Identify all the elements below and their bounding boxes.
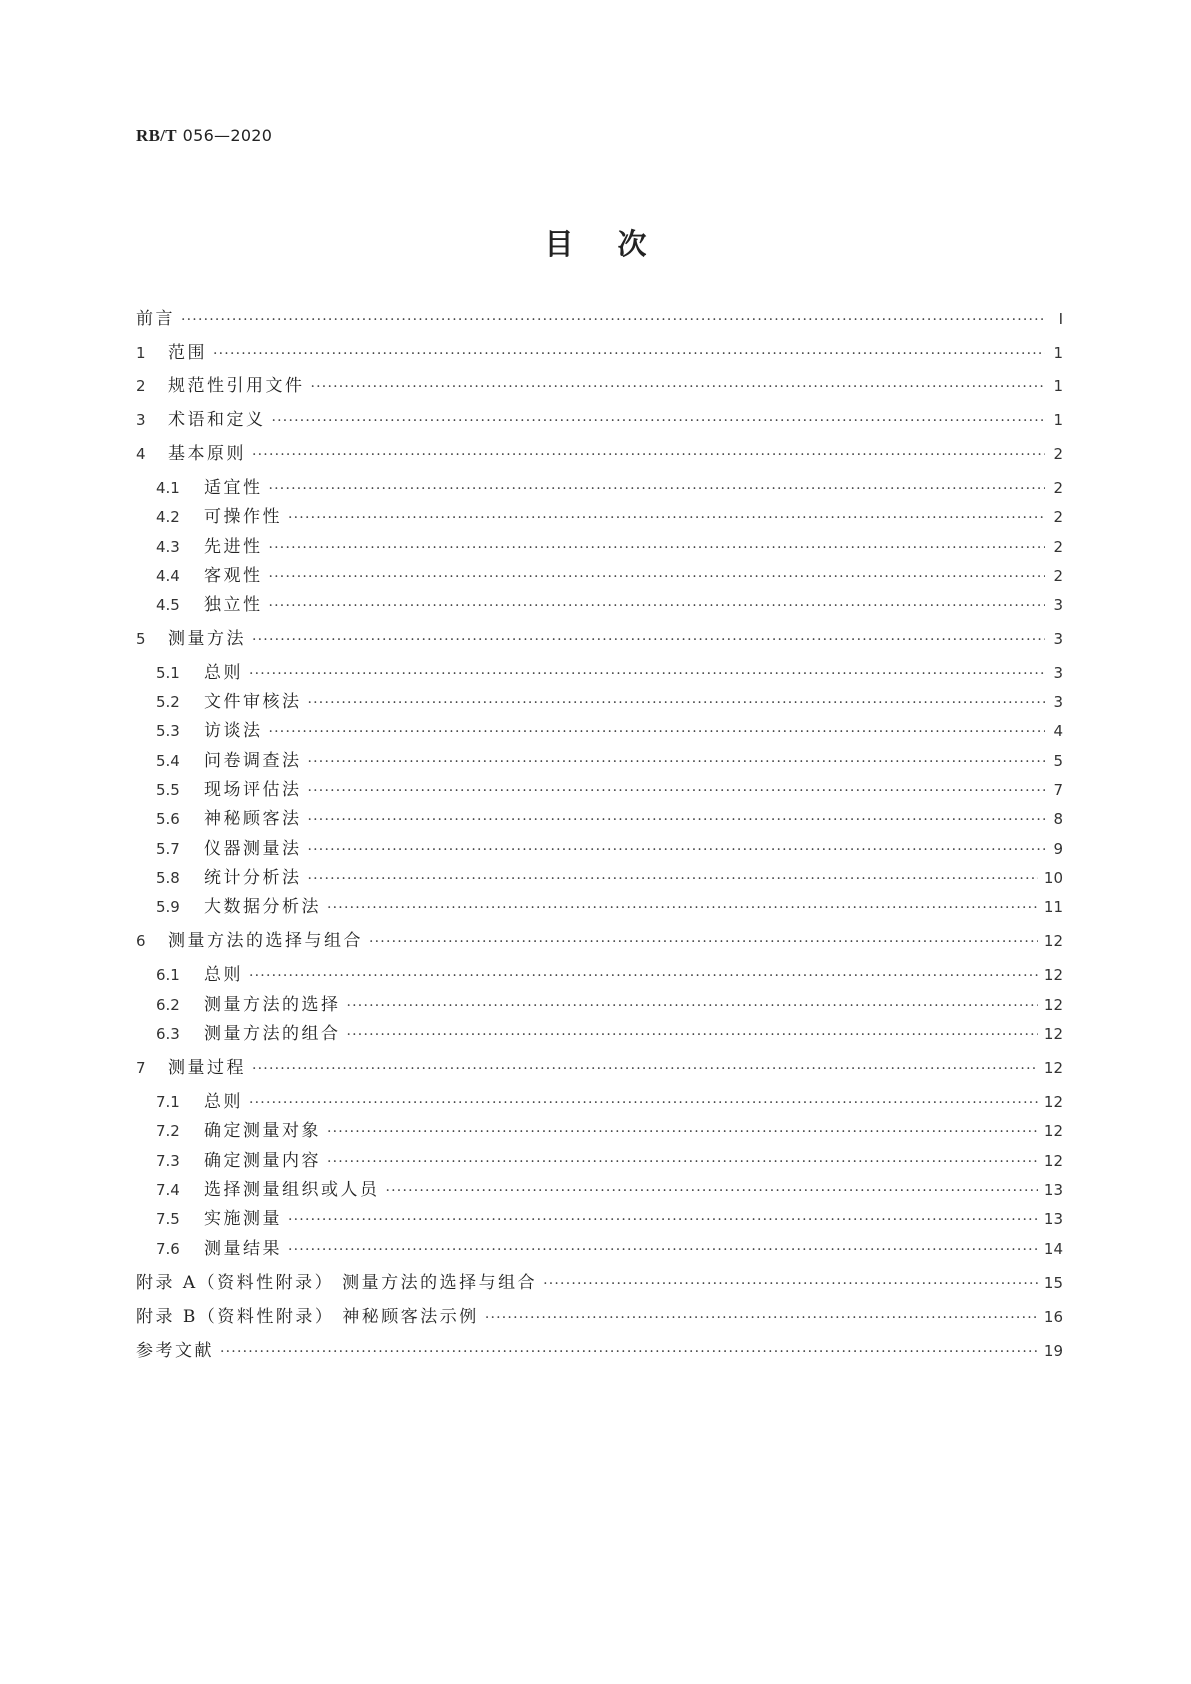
- toc-entry[interactable]: [156, 1236, 1063, 1262]
- toc-entry-number: 4.2: [156, 508, 180, 526]
- toc-leader-dots: [269, 593, 1046, 619]
- toc-entry-title: 测量过程: [168, 1058, 246, 1078]
- toc-leader-dots: [269, 719, 1046, 745]
- toc-leader-dots: [272, 408, 1046, 434]
- toc-entry-page: 2: [1053, 567, 1063, 585]
- toc-leader-dots: [543, 1271, 1038, 1297]
- toc-entry-page: 5: [1053, 752, 1063, 770]
- toc-entry-number: 6.2: [156, 996, 180, 1014]
- toc-entry-number: 4.4: [156, 567, 180, 585]
- toc-entry-number: 7.2: [156, 1122, 180, 1140]
- toc-entry-number: 5.1: [156, 664, 180, 682]
- toc-entry-title: 附录 A（资料性附录） 测量方法的选择与组合: [136, 1273, 538, 1293]
- toc-entry[interactable]: [136, 1304, 1063, 1330]
- toc-entry-title: 前言: [136, 309, 175, 329]
- document-code: [136, 126, 272, 146]
- toc-entry[interactable]: [156, 504, 1063, 530]
- toc-entry-title: 范围: [168, 343, 207, 363]
- toc-leader-dots: [311, 374, 1046, 400]
- toc-leader-dots: [288, 1237, 1038, 1263]
- toc-entry[interactable]: [156, 1118, 1063, 1144]
- toc-entry[interactable]: [156, 992, 1063, 1018]
- toc-entry-title: 神秘顾客法: [204, 809, 302, 829]
- toc-entry-number: 7: [136, 1059, 146, 1077]
- toc-entry-page: 16: [1043, 1308, 1063, 1326]
- toc-leader-dots: [485, 1305, 1038, 1331]
- toc-leader-dots: [249, 963, 1038, 989]
- toc-entry-number: 5.5: [156, 781, 180, 799]
- toc-entry-page: 3: [1053, 630, 1063, 648]
- toc-leader-dots: [269, 564, 1046, 590]
- toc-entry-title: 访谈法: [204, 721, 263, 741]
- toc-entry[interactable]: [156, 777, 1063, 803]
- toc-entry-number: 5.6: [156, 810, 180, 828]
- toc-entry-page: 12: [1043, 1025, 1063, 1043]
- toc-entry[interactable]: [136, 306, 1063, 332]
- toc-leader-dots: [308, 690, 1046, 716]
- toc-entry-number: 5.8: [156, 869, 180, 887]
- toc-entry[interactable]: [136, 1338, 1063, 1364]
- toc-entry-title: 统计分析法: [204, 868, 302, 888]
- toc-entry[interactable]: [156, 718, 1063, 744]
- toc-entry-number: 4: [136, 445, 146, 463]
- code-prefix: RB/T: [136, 126, 177, 145]
- toc-entry-page: 12: [1043, 1152, 1063, 1170]
- toc-entry-number: 2: [136, 377, 146, 395]
- toc-entry[interactable]: [156, 534, 1063, 560]
- toc-leader-dots: [308, 749, 1046, 775]
- toc-entry[interactable]: [156, 689, 1063, 715]
- toc-entry[interactable]: [136, 441, 1063, 467]
- toc-leader-dots: [181, 307, 1045, 333]
- toc-entry[interactable]: [156, 563, 1063, 589]
- toc-entry[interactable]: [156, 894, 1063, 920]
- toc-entry[interactable]: [156, 962, 1063, 988]
- toc-entry[interactable]: [156, 660, 1063, 686]
- toc-entry-title: 大数据分析法: [204, 897, 321, 917]
- toc-entry-page: 14: [1043, 1240, 1063, 1258]
- toc-entry-number: 7.1: [156, 1093, 180, 1111]
- toc-entry-number: 7.6: [156, 1240, 180, 1258]
- toc-entry[interactable]: [156, 592, 1063, 618]
- toc-entry-title: 文件审核法: [204, 692, 302, 712]
- toc-entry-page: 12: [1043, 1059, 1063, 1077]
- toc-entry[interactable]: [156, 1148, 1063, 1174]
- toc-entry-page: 2: [1053, 479, 1063, 497]
- toc-entry-title: 确定测量对象: [204, 1121, 321, 1141]
- toc-entry[interactable]: [156, 806, 1063, 832]
- toc-entry[interactable]: [136, 407, 1063, 433]
- toc-entry-title: 仪器测量法: [204, 839, 302, 859]
- toc-entry-title: 选择测量组织或人员: [204, 1180, 380, 1200]
- toc-entry-title: 规范性引用文件: [168, 376, 305, 396]
- toc-entry[interactable]: [136, 340, 1063, 366]
- toc-leader-dots: [249, 661, 1045, 687]
- toc-entry-title: 实施测量: [204, 1209, 282, 1229]
- toc-entry-number: 7.3: [156, 1152, 180, 1170]
- toc-leader-dots: [327, 1119, 1038, 1145]
- toc-entry-page: 12: [1043, 1122, 1063, 1140]
- toc-leader-dots: [347, 993, 1038, 1019]
- toc-entry[interactable]: [156, 1089, 1063, 1115]
- toc-entry-page: 4: [1053, 722, 1063, 740]
- toc-entry-page: 1: [1053, 377, 1063, 395]
- toc-entry-number: 5: [136, 630, 146, 648]
- toc-entry-number: 3: [136, 411, 146, 429]
- toc-entry-number: 1: [136, 344, 146, 362]
- toc-entry-page: 12: [1043, 932, 1063, 950]
- toc-entry-number: 5.7: [156, 840, 180, 858]
- toc-entry-page: 1: [1053, 344, 1063, 362]
- toc-entry-page: 10: [1043, 869, 1063, 887]
- toc-entry-page: 1: [1053, 411, 1063, 429]
- toc-entry-page: 13: [1043, 1210, 1063, 1228]
- toc-entry-title: 总则: [204, 965, 243, 985]
- toc-leader-dots: [252, 442, 1045, 468]
- toc-entry-title: 适宜性: [204, 478, 263, 498]
- toc-entry-title: 确定测量内容: [204, 1151, 321, 1171]
- toc-leader-dots: [288, 1207, 1038, 1233]
- toc-entry-page: 7: [1053, 781, 1063, 799]
- toc-entry[interactable]: [136, 626, 1063, 652]
- toc-entry-page: 19: [1043, 1342, 1063, 1360]
- toc-entry-number: 6: [136, 932, 146, 950]
- toc-leader-dots: [308, 866, 1038, 892]
- toc-entry-number: 4.1: [156, 479, 180, 497]
- toc-leader-dots: [249, 1090, 1038, 1116]
- toc-entry-page: 15: [1043, 1274, 1063, 1292]
- toc-leader-dots: [269, 535, 1046, 561]
- toc-entry-page: 8: [1053, 810, 1063, 828]
- toc-entry[interactable]: [136, 928, 1063, 954]
- toc-leader-dots: [347, 1022, 1038, 1048]
- toc-entry-number: 5.3: [156, 722, 180, 740]
- toc-leader-dots: [252, 627, 1045, 653]
- toc-entry-page: 2: [1053, 508, 1063, 526]
- toc-entry-title: 测量结果: [204, 1239, 282, 1259]
- toc-entry-title: 参考文献: [136, 1341, 214, 1361]
- toc-entry-page: 11: [1043, 898, 1063, 916]
- toc-entry[interactable]: [136, 1055, 1063, 1081]
- toc-entry-title: 测量方法的选择: [204, 995, 341, 1015]
- toc-entry-page: 12: [1043, 966, 1063, 984]
- toc-entry-page: 9: [1053, 840, 1063, 858]
- toc-entry-number: 7.4: [156, 1181, 180, 1199]
- toc-entry-title: 独立性: [204, 595, 263, 615]
- toc-leader-dots: [213, 341, 1045, 367]
- toc-entry-number: 7.5: [156, 1210, 180, 1228]
- toc-entry-title: 客观性: [204, 566, 263, 586]
- toc-leader-dots: [308, 837, 1046, 863]
- toc-entry-title: 术语和定义: [168, 410, 266, 430]
- toc-entry-page: 13: [1043, 1181, 1063, 1199]
- toc-leader-dots: [269, 476, 1046, 502]
- toc-leader-dots: [327, 895, 1038, 921]
- toc-entry-title: 基本原则: [168, 444, 246, 464]
- code-number: 056—2020: [182, 126, 273, 145]
- toc-entry[interactable]: [156, 1206, 1063, 1232]
- page-title: 目次: [544, 227, 691, 261]
- toc-entry-title: 先进性: [204, 537, 263, 557]
- toc-entry-number: 4.3: [156, 538, 180, 556]
- toc-entry[interactable]: [156, 475, 1063, 501]
- toc-entry-title: 总则: [204, 1092, 243, 1112]
- toc-entry[interactable]: [156, 836, 1063, 862]
- toc-leader-dots: [252, 1056, 1038, 1082]
- toc-entry[interactable]: [136, 373, 1063, 399]
- toc-leader-dots: [220, 1339, 1038, 1365]
- toc-entry[interactable]: [156, 1021, 1063, 1047]
- toc-entry-page: 2: [1053, 538, 1063, 556]
- toc-entry-page: 12: [1043, 996, 1063, 1014]
- toc-entry-title: 问卷调查法: [204, 751, 302, 771]
- toc-entry-page: 3: [1053, 664, 1063, 682]
- toc-entry[interactable]: [156, 865, 1063, 891]
- toc-entry[interactable]: [156, 748, 1063, 774]
- toc-entry-number: 5.2: [156, 693, 180, 711]
- toc-entry-number: 5.9: [156, 898, 180, 916]
- toc-entry-number: 5.4: [156, 752, 180, 770]
- toc-entry[interactable]: [136, 1270, 1063, 1296]
- toc-entry-title: 总则: [204, 663, 243, 683]
- toc-leader-dots: [369, 929, 1038, 955]
- toc-entry-title: 可操作性: [204, 507, 282, 527]
- toc-leader-dots: [327, 1149, 1038, 1175]
- toc-entry-title: 测量方法的选择与组合: [168, 931, 363, 951]
- toc-leader-dots: [386, 1178, 1038, 1204]
- toc-entry-page: 3: [1053, 596, 1063, 614]
- toc-leader-dots: [308, 807, 1046, 833]
- toc-entry-number: 6.3: [156, 1025, 180, 1043]
- toc-leader-dots: [308, 778, 1046, 804]
- toc-entry-title: 附录 B（资料性附录） 神秘顾客法示例: [136, 1307, 479, 1327]
- toc-entry-number: 6.1: [156, 966, 180, 984]
- toc-entry-title: 测量方法的组合: [204, 1024, 341, 1044]
- toc-entry[interactable]: [156, 1177, 1063, 1203]
- toc-entry-title: 测量方法: [168, 629, 246, 649]
- toc-entry-page: 2: [1053, 445, 1063, 463]
- toc-entry-page: 12: [1043, 1093, 1063, 1111]
- toc-leader-dots: [288, 505, 1045, 531]
- toc-entry-title: 现场评估法: [204, 780, 302, 800]
- toc-entry-page: Ⅰ: [1058, 310, 1063, 328]
- toc-entry-page: 3: [1053, 693, 1063, 711]
- toc-entry-number: 4.5: [156, 596, 180, 614]
